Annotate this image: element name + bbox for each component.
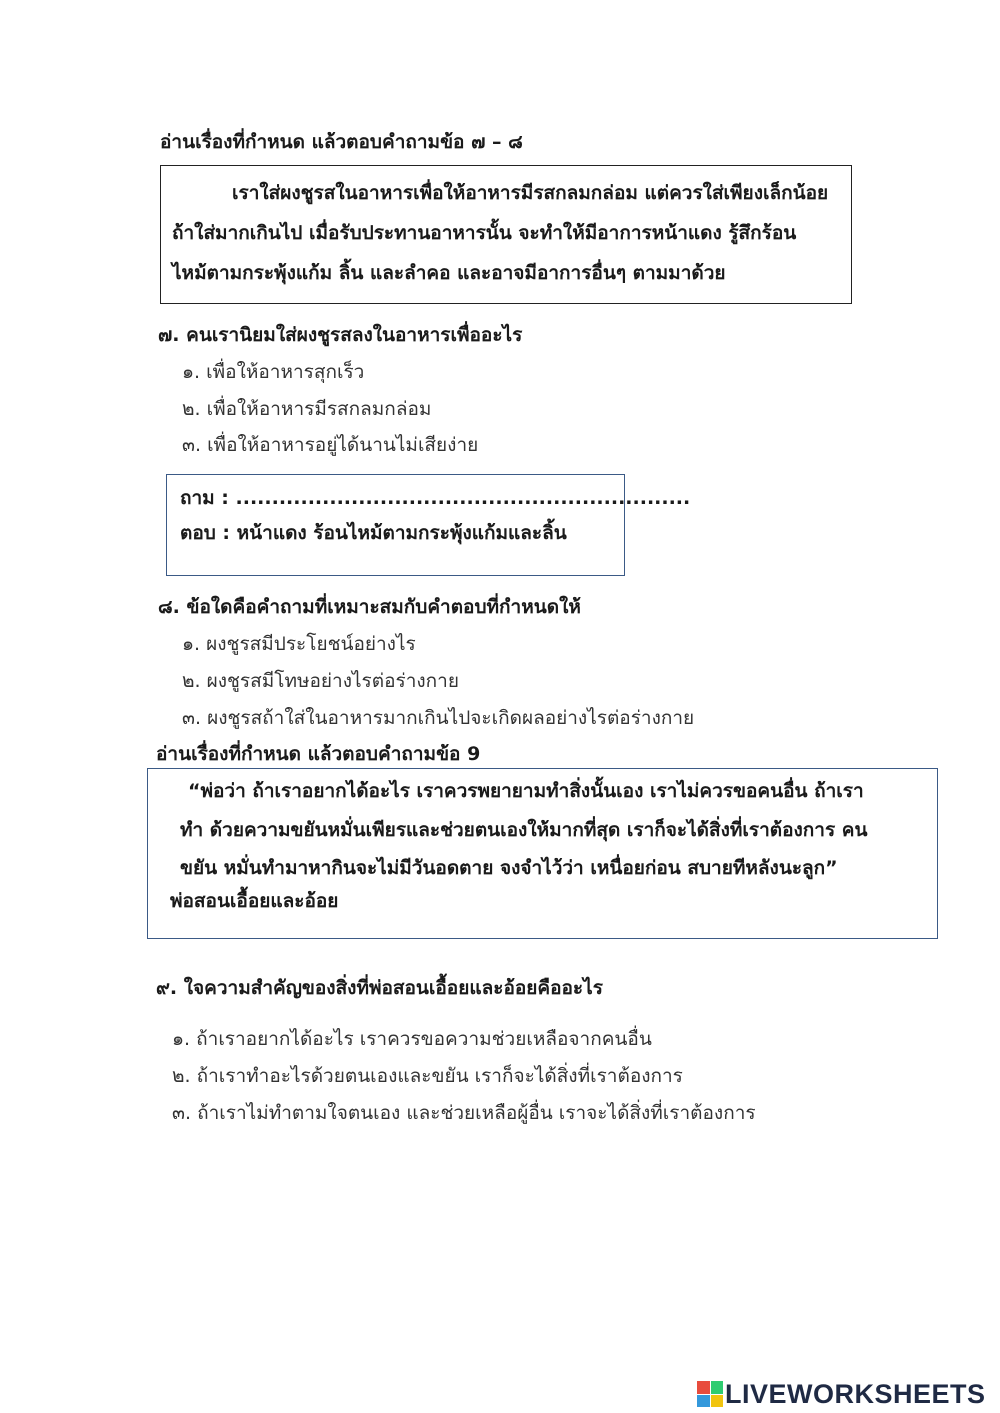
q7-choice-3[interactable]: ๓. เพื่อให้อาหารอยู่ได้นานไม่เสียง่าย xyxy=(182,434,479,456)
q9-choice-1[interactable]: ๑. ถ้าเราอยากได้อะไร เราควรขอความช่วยเหลือจากคนอื่น xyxy=(172,1028,652,1050)
question-8: ๘. ข้อใดคือคำถามที่เหมาะสมกับคำตอบที่กำหนดให้ xyxy=(158,596,581,618)
passage2-line: ขยัน หมั่นทำมาหากินจะไม่มีวันอดตาย จงจำไว้ว่า เหนื่อยก่อน สบายทีหลังนะลูก” xyxy=(180,857,838,879)
passage1-line: เราใส่ผงชูรสในอาหารเพื่อให้อาหารมีรสกลมกล่อม แต่ควรใส่เพียงเล็กน้อย xyxy=(232,182,829,204)
q8-choice-3[interactable]: ๓. ผงชูรสถ้าใส่ในอาหารมากเกินไปจะเกิดผลอย่างไรต่อร่างกาย xyxy=(182,707,695,729)
passage2-line: ทำ ด้วยความขยันหมั่นเพียรและช่วยตนเองให้มากที่สุด เราก็จะได้สิ่งที่เราต้องการ คน xyxy=(180,819,868,841)
passage2-line: พ่อสอนเอื้อยและอ้อย xyxy=(170,890,339,912)
qa-answer-line: ตอบ : หน้าแดง ร้อนไหม้ตามกระพุ้งแก้มและลิ้น xyxy=(180,522,567,544)
q8-choice-1[interactable]: ๑. ผงชูรสมีประโยชน์อย่างไร xyxy=(182,633,416,655)
q8-choice-2[interactable]: ๒. ผงชูรสมีโทษอย่างไรต่อร่างกาย xyxy=(182,670,459,692)
logo-text: LIVEWORKSHEETS xyxy=(725,1378,986,1409)
question-7: ๗. คนเรานิยมใส่ผงชูรสลงในอาหารเพื่ออะไร xyxy=(158,324,523,346)
section2-instruction: อ่านเรื่องที่กำหนด แล้วตอบคำถามข้อ 9 xyxy=(156,743,481,765)
section1-instruction: อ่านเรื่องที่กำหนด แล้วตอบคำถามข้อ ๗ – ๘ xyxy=(160,131,523,153)
passage2-line: “พ่อว่า ถ้าเราอยากได้อะไร เราควรพยายามทำสิ่งนั้นเอง เราไม่ควรขอคนอื่น ถ้าเรา xyxy=(188,780,864,802)
logo-square xyxy=(711,1395,724,1408)
passage1-line: ไหม้ตามกระพุ้งแก้ม ลิ้น และลำคอ และอาจมีอาการอื่นๆ ตามมาด้วย xyxy=(172,262,726,284)
logo-square xyxy=(697,1395,710,1408)
liveworksheets-logo[interactable] xyxy=(697,1377,986,1411)
qa-ask-line[interactable]: ถาม : ............................................................... xyxy=(180,487,691,509)
logo-square xyxy=(711,1381,724,1394)
q9-choice-3[interactable]: ๓. ถ้าเราไม่ทำตามใจตนเอง และช่วยเหลือผู้อื่น เราจะได้สิ่งที่เราต้องการ xyxy=(172,1102,756,1124)
question-9: ๙. ใจความสำคัญของสิ่งที่พ่อสอนเอื้อยและอ้อยคืออะไร xyxy=(156,977,603,999)
logo-square xyxy=(697,1381,710,1394)
q7-choice-1[interactable]: ๑. เพื่อให้อาหารสุกเร็ว xyxy=(182,361,365,383)
q9-choice-2[interactable]: ๒. ถ้าเราทำอะไรด้วยตนเองและขยัน เราก็จะได้สิ่งที่เราต้องการ xyxy=(172,1065,683,1087)
q7-choice-2[interactable]: ๒. เพื่อให้อาหารมีรสกลมกล่อม xyxy=(182,398,432,420)
liveworksheets-logo-icon xyxy=(697,1381,723,1407)
passage1-line: ถ้าใส่มากเกินไป เมื่อรับประทานอาหารนั้น จะทำให้มีอาการหน้าแดง รู้สึกร้อน xyxy=(172,222,797,244)
